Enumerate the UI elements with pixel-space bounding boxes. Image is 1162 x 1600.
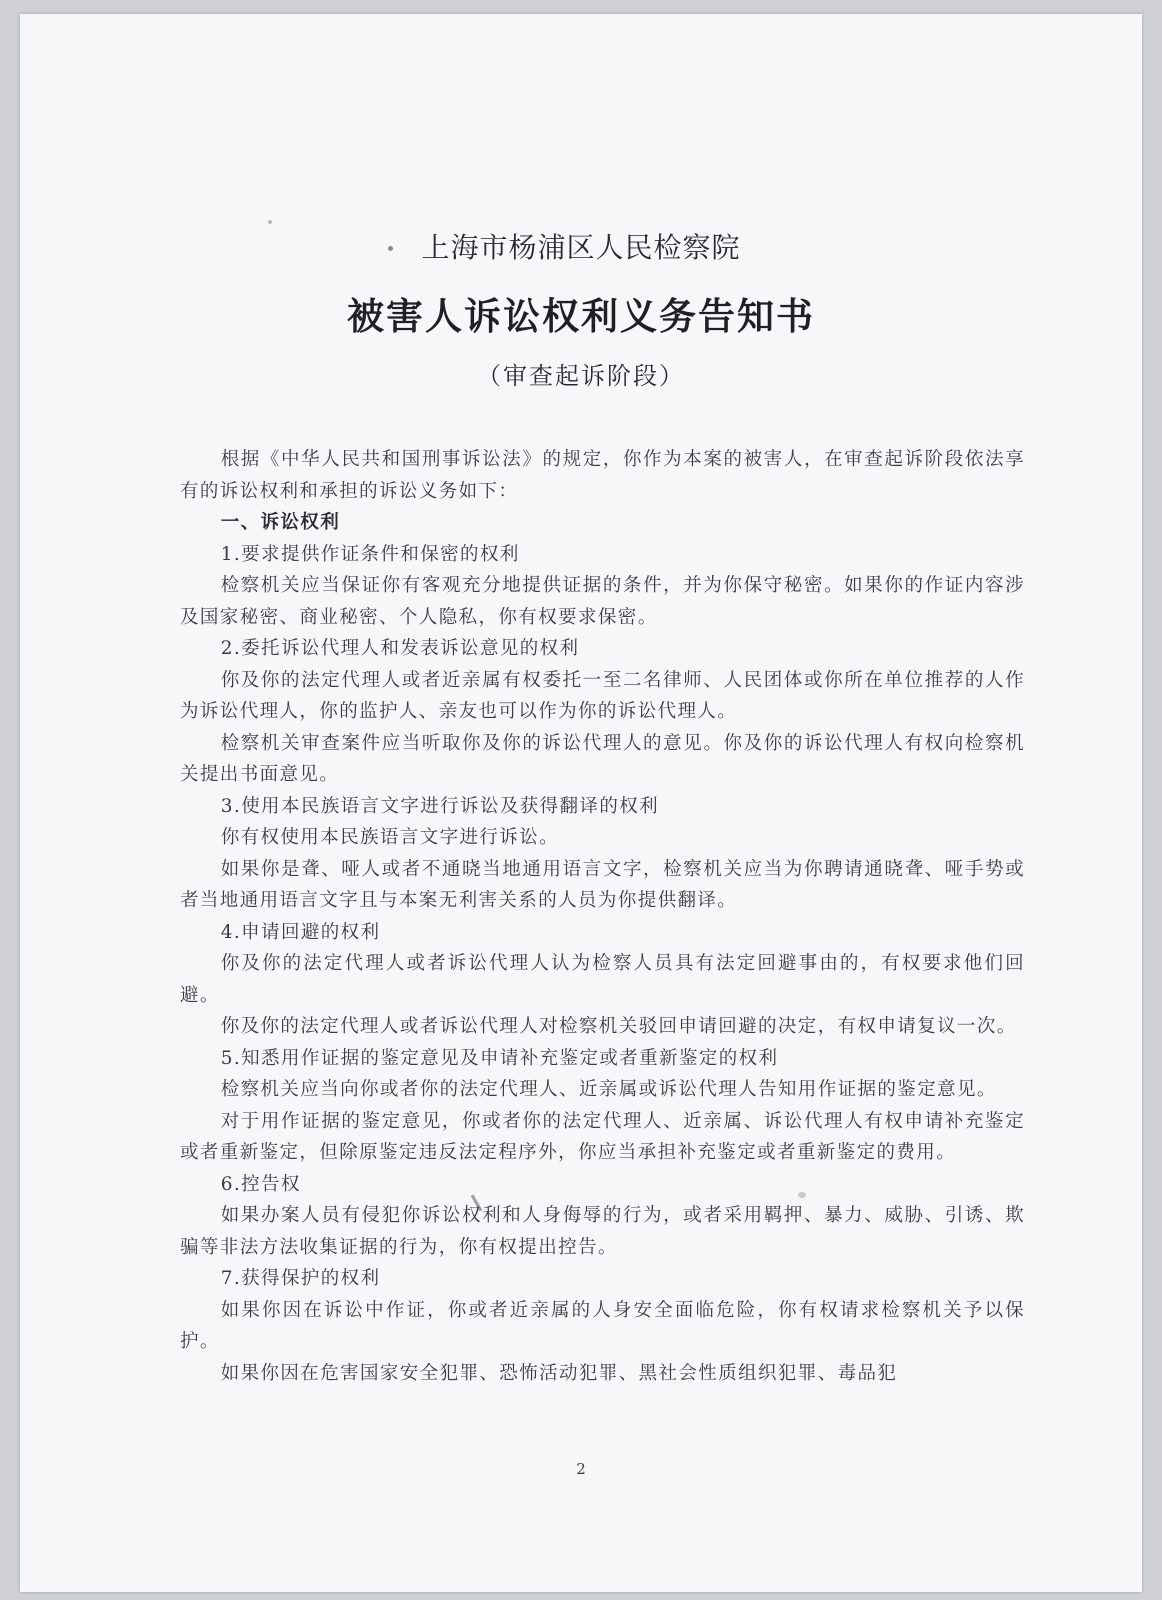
item-heading: 4.申请回避的权利 (220, 921, 381, 943)
paragraph: 检察机关审查案件应当听取你及你的诉讼代理人的意见。你及你的诉讼代理人有权向检察机关提出书面意见。 (180, 732, 1025, 785)
paragraph: 你有权使用本民族语言文字进行诉讼。 (220, 827, 559, 848)
item-heading: 3.使用本民族语言文字进行诉讼及获得翻译的权利 (220, 795, 660, 817)
document-body (180, 444, 1025, 1389)
intro-paragraph: 根据《中华人民共和国刑事诉讼法》的规定，你作为本案的被害人，在审查起诉阶段依法享有的诉讼权利和承担的诉讼义务如下： (180, 449, 1025, 502)
paragraph: 你及你的法定代理人或者近亲属有权委托一至二名律师、人民团体或你所在单位推荐的人作为诉讼代理人，你的监护人、亲友也可以作为你的诉讼代理人。 (180, 669, 1025, 722)
paragraph: 你及你的法定代理人或者诉讼代理人对检察机关驳回申请回避的决定，有权申请复议一次。 (220, 1016, 1017, 1037)
section-heading: 一、诉讼权利 (220, 512, 341, 533)
paragraph: 检察机关应当保证你有客观充分地提供证据的条件，并为你保守秘密。如果你的作证内容涉及国家秘密、商业秘密、个人隐私，你有权要求保密。 (180, 575, 1025, 628)
item-heading: 1.要求提供作证条件和保密的权利 (220, 543, 520, 565)
paragraph: 对于用作证据的鉴定意见，你或者你的法定代理人、近亲属、诉讼代理人有权申请补充鉴定或者重新鉴定，但除原鉴定违反法定程序外，你应当承担补充鉴定或者重新鉴定的费用。 (180, 1110, 1025, 1163)
paragraph: 如果你是聋、哑人或者不通晓当地通用语言文字，检察机关应当为你聘请通晓聋、哑手势或者当地通用语言文字且与本案无利害关系的人员为你提供翻译。 (180, 858, 1025, 911)
paragraph: 如果你因在危害国家安全犯罪、恐怖活动犯罪、黑社会性质组织犯罪、毒品犯 (220, 1362, 898, 1384)
paragraph: 你及你的法定代理人或者诉讼代理人认为检察人员具有法定回避事由的，有权要求他们回避。 (180, 953, 1025, 1006)
scanned-page (20, 14, 1142, 1592)
scan-speck (268, 220, 272, 224)
item-heading: 2.委托诉讼代理人和发表诉讼意见的权利 (220, 638, 580, 659)
page-number: 2 (576, 1460, 586, 1478)
item-heading: 6.控告权 (220, 1173, 301, 1195)
paragraph: 如果办案人员有侵犯你诉讼权利和人身侮辱的行为，或者采用羁押、暴力、威胁、引诱、欺骗等非法方法收集证据的行为，你有权提出控告。 (180, 1205, 1025, 1258)
document-subtitle: （审查起诉阶段） (477, 362, 685, 390)
item-heading: 5.知悉用作证据的鉴定意见及申请补充鉴定或者重新鉴定的权利 (220, 1047, 779, 1069)
issuer-name: 上海市杨浦区人民检察院 (421, 231, 741, 264)
item-heading: 7.获得保护的权利 (220, 1268, 381, 1289)
paragraph: 检察机关应当向你或者你的法定代理人、近亲属或诉讼代理人告知用作证据的鉴定意见。 (220, 1079, 997, 1100)
document-title: 被害人诉讼权利义务告知书 (347, 294, 815, 338)
paragraph: 如果你因在诉讼中作证，你或者近亲属的人身安全面临危险，你有权请求检察机关予以保护。 (180, 1299, 1025, 1352)
